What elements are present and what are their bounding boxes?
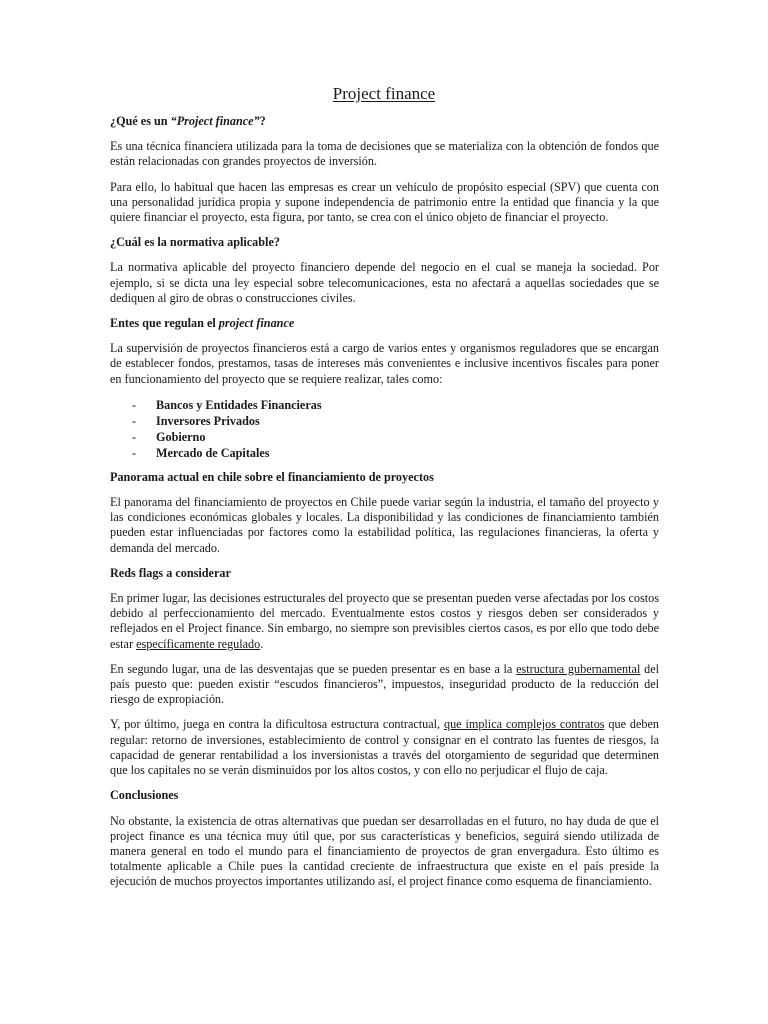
- underlined-text: estructura gubernamental: [516, 661, 641, 676]
- heading-que-es: [110, 114, 659, 129]
- underlined-text: que implica complejos contratos: [443, 717, 605, 732]
- paragraph-text: del país puesto que: pueden existir “escudos financieros”, impuestos, inseguridad producto de la reducción del riesgo de expropiación.: [110, 661, 660, 707]
- document-body: [110, 114, 659, 900]
- paragraph-text: .: [260, 636, 264, 651]
- paragraph-definition: Es una técnica financiera utilizada para la toma de decisiones que se materializa con la obtención de fondos que están relacionadas con grandes proyectos de inversión.: [110, 139, 659, 169]
- heading-panorama: Panorama actual en chile sobre el financiamiento de proyectos: [110, 469, 434, 484]
- paragraph-primer-lugar: [110, 591, 659, 652]
- list-item-label: Gobierno: [156, 429, 206, 444]
- paragraph-por-ultimo: [110, 717, 659, 778]
- paragraph-segundo-lugar: [110, 662, 659, 708]
- paragraph-conclusiones: No obstante, la existencia de otras alternativas que puedan ser desarrolladas en el futuro, no hay duda de que el project finance es una técnica muy útil que, por sus características y beneficios, seguirá siendo utilizada de manera general en todo el mundo para el financiamiento de proyectos de gran envergadura. Esto último es totalmente aplicable a Chile pues la cantidad creciente de infraestructura que existe en el país preside la ejecución de muchos proyectos importantes utilizando así, el project finance como esquema de financiamiento.: [110, 813, 659, 889]
- paragraph-spv: Para ello, lo habitual que hacen las empresas es crear un vehículo de propósito especial (SPV) que cuenta con una personalidad jurídica propia y supone independencia de patrimonio entre la entidad que financia y la que quiere financiar el proyecto, esta figura, por tanto, se crea con el único objeto de financiar el proyecto.: [110, 179, 659, 225]
- list-item: [110, 429, 659, 445]
- heading-normativa: ¿Cuál es la normativa aplicable?: [110, 235, 280, 250]
- heading-suffix: ?: [259, 114, 266, 128]
- heading-text: ¿Qué es un: [110, 114, 171, 128]
- list-dash: -: [132, 413, 137, 428]
- heading-text: Entes que regulan el: [110, 316, 219, 331]
- list-dash: -: [132, 445, 137, 460]
- list-item: [110, 445, 659, 461]
- paragraph-text: que deben regular: retorno de inversiones, establecimiento de control y consignar en el contrato las fuentes de riesgos, la capacidad de generar rentabilidad a los inversionistas a través del otorgamiento de seguridad que determinen que los capitales no se verán disminuidos por los altos costos, y con ello no perjudicar el flujo de caja.: [110, 717, 659, 778]
- document-title: Project finance: [332, 84, 436, 103]
- regulators-list: [110, 397, 659, 461]
- list-dash: -: [132, 397, 137, 412]
- list-dash: -: [132, 429, 137, 444]
- list-item: [110, 397, 659, 413]
- heading-entes: [110, 316, 659, 331]
- paragraph-normativa: La normativa aplicable del proyecto financiero depende del negocio en el cual se maneja la sociedad. Por ejemplo, si se dicta una ley especial sobre telecomunicaciones, esta no afectará a aquellas sociedades que se dediquen al giro de obras o construcciones civiles.: [110, 260, 659, 305]
- list-item-label: Mercado de Capitales: [156, 445, 270, 460]
- paragraph-text: En primer lugar, las decisiones estructurales del proyecto que se presentan pueden verse afectadas por los costos debido al perfeccionamiento del mercado. Eventualmente estos costos y riesgos deben ser considerados y reflejados en el Project finance. Sin embargo, no siempre son previsibles ciertos casos, es por ello que todo debe estar: [110, 591, 659, 651]
- heading-italic: “Project finance”: [170, 114, 260, 128]
- list-item: [110, 413, 659, 429]
- paragraph-text: En segundo lugar, una de las desventajas que se pueden presentar es en base a la: [110, 661, 517, 676]
- heading-red-flags: Reds flags a considerar: [110, 565, 231, 580]
- paragraph-supervision: La supervisión de proyectos financieros está a cargo de varios entes y organismos reguladores que se encargan de establecer fondos, prestamos, tasas de intereses más convenientes e inclusive incentivos fiscales para poner en funcionamiento del proyecto que se requiere realizar, tales como:: [110, 341, 659, 386]
- underlined-text: específicamente regulado: [136, 636, 261, 651]
- heading-italic: project finance: [218, 316, 295, 331]
- list-item-label: Inversores Privados: [156, 413, 260, 428]
- paragraph-panorama: El panorama del financiamiento de proyectos en Chile puede variar según la industria, el tamaño del proyecto y las condiciones económicas globales y locales. La disponibilidad y las condiciones de financiamiento también pueden estar influenciadas por factores como la estabilidad política, las regulaciones financieras, la oferta y demanda del mercado.: [110, 495, 659, 555]
- paragraph-text: Y, por último, juega en contra la dificultosa estructura contractual,: [110, 717, 444, 732]
- list-item-label: Bancos y Entidades Financieras: [156, 397, 322, 412]
- heading-conclusiones: Conclusiones: [110, 788, 179, 803]
